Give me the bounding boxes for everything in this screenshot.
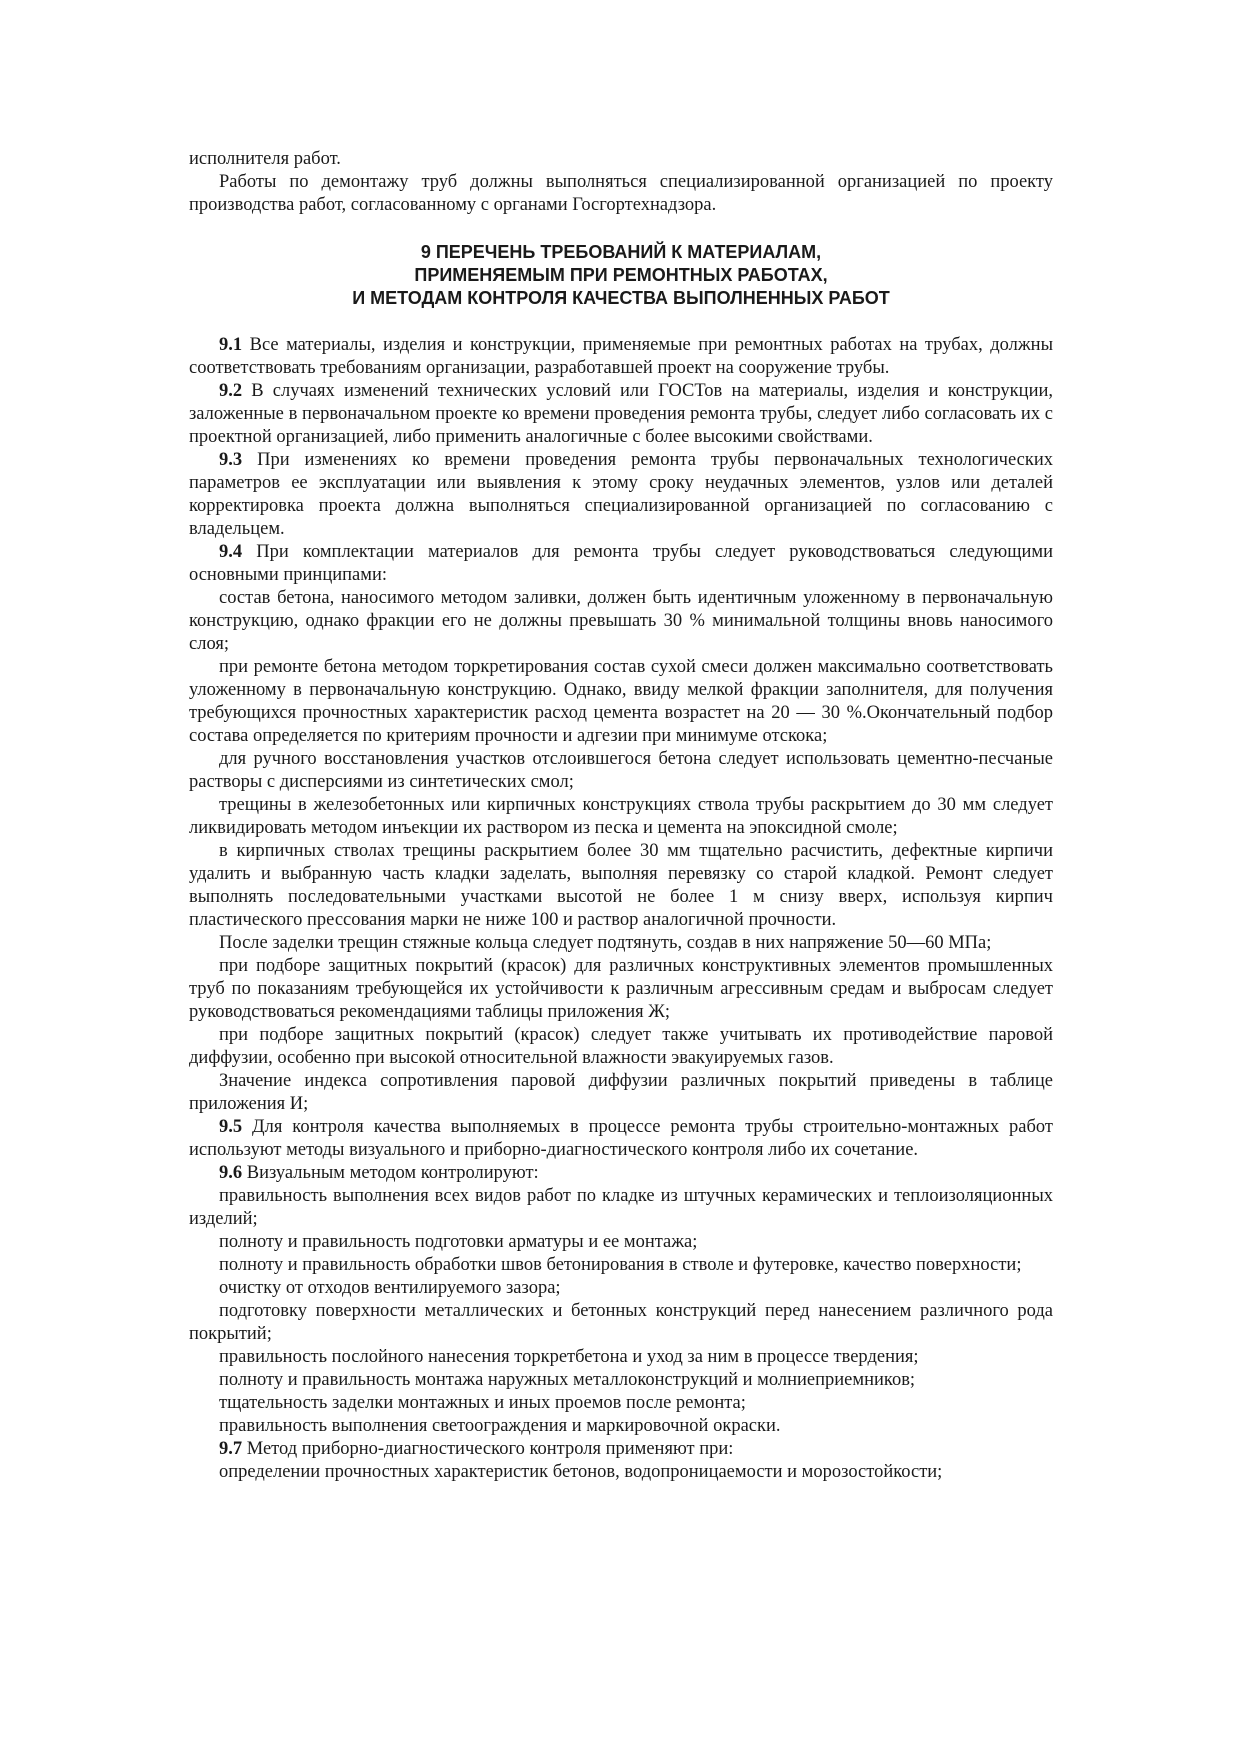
list-paragraph [189,1369,1053,1392]
list-paragraph [189,1300,1053,1346]
paragraph-number: 9.1 [219,335,243,355]
list-paragraph [189,748,1053,794]
section-heading-line: ПРИМЕНЯЕМЫМ ПРИ РЕМОНТНЫХ РАБОТАХ, [414,265,828,285]
list-paragraph [189,1277,1053,1300]
list-paragraph [189,587,1053,656]
intro-paragraph: Работы по демонтажу труб должны выполняться специализированной организацией по проекту производства работ, согласованному с органами Госгортехнадзора. [189,172,1053,215]
paragraph-text: Для контроля качества выполняемых в процессе ремонта трубы строительно-монтажных работ используют методы визуального и приборно-диагностического контроля либо их сочетание. [189,1117,1053,1160]
paragraph-text: Все материалы, изделия и конструкции, применяемые при ремонтных работах на трубах, должны соответствовать требованиям организации, разработавшей проект на сооружение трубы. [189,335,1053,378]
paragraph-text: правильность выполнения светоограждения и маркировочной окраски. [219,1416,781,1436]
paragraph-number: 9.3 [219,450,243,470]
list-paragraph [189,656,1053,748]
paragraph-number: 9.6 [219,1163,243,1183]
list-paragraph [189,1024,1053,1070]
list-paragraph [189,840,1053,932]
list-paragraph [189,1254,1053,1277]
list-paragraph [189,1461,1053,1484]
paragraph-text: полноту и правильность подготовки арматуры и ее монтажа; [219,1232,698,1252]
paragraph-text: при ремонте бетона методом торкретирования состав сухой смеси должен максимально соответствовать уложенному в первоначальную конструкцию. Однако, ввиду мелкой фракции заполнителя, для получения требующихся прочностных характеристик расход цемента возрастет на 20 — 30 %.Окончательный подбор состава определяется по критериям прочности и адгезии при минимуме отскока; [189,657,1053,746]
list-paragraph [189,1346,1053,1369]
section-heading-line: 9 ПЕРЕЧЕНЬ ТРЕБОВАНИЙ К МАТЕРИАЛАМ, [420,242,822,262]
paragraph-text: При изменениях ко времени проведения ремонта трубы первоначальных технологических параметров ее эксплуатации или выявления к этому сроку неудачных элементов, узлов или деталей корректировка проекта должна выполняться специализированной организацией по согласованию с владельцем. [189,450,1053,539]
list-paragraph [189,794,1053,840]
document-page [189,148,1053,1484]
list-paragraph [189,1392,1053,1415]
numbered-paragraph [189,380,1053,449]
paragraph-text: очистку от отходов вентилируемого зазора; [219,1278,561,1298]
paragraph-text: правильность послойного нанесения торкретбетона и уход за ним в процессе твердения; [219,1347,919,1367]
paragraph-text: правильность выполнения всех видов работ по кладке из штучных керамических и теплоизоляционных изделий; [189,1186,1053,1229]
paragraph-text: После заделки трещин стяжные кольца следует подтянуть, создав в них напряжение 50—60 МПа; [219,933,992,953]
list-paragraph [189,1415,1053,1438]
paragraph-text: при подборе защитных покрытий (красок) следует также учитывать их противодействие паровой диффузии, особенно при высокой относительной влажности эвакуируемых газов. [189,1025,1053,1068]
paragraph-text: подготовку поверхности металлических и бетонных конструкций перед нанесением различного рода покрытий; [189,1301,1053,1344]
paragraph-text: полноту и правильность монтажа наружных металлоконструкций и молниеприемников; [219,1370,916,1390]
intro-line: исполнителя работ. [189,149,341,169]
paragraph-text: Значение индекса сопротивления паровой диффузии различных покрытий приведены в таблице приложения И; [189,1071,1053,1114]
numbered-paragraph [189,1116,1053,1162]
list-paragraph [189,955,1053,1024]
paragraph-number: 9.2 [219,381,243,401]
paragraph-text: при подборе защитных покрытий (красок) для различных конструктивных элементов промышленных труб по показаниям требующейся их устойчивости к различным агрессивным средам и выбросам следует руководствоваться рекомендациями таблицы приложения Ж; [189,956,1053,1022]
numbered-paragraph [189,1162,1053,1185]
paragraph-text: в кирпичных стволах трещины раскрытием более 30 мм тщательно расчистить, дефектные кирпичи удалить и выбранную часть кладки заделать, выполняя перевязку со старой кладкой. Ремонт следует выполнять последовательными участками высотой не более 1 м снизу вверх, используя кирпич пластического прессования марки не ниже 100 и раствор аналогичной прочности. [189,841,1053,930]
paragraph-text: состав бетона, наносимого методом заливки, должен быть идентичным уложенному в первоначальную конструкцию, однако фракции его не должны превышать 30 % минимальной толщины вновь наносимого слоя; [189,588,1053,654]
list-paragraph [189,1185,1053,1231]
paragraph-text: При комплектации материалов для ремонта трубы следует руководствоваться следующими основными принципами: [189,542,1053,585]
numbered-paragraph [189,334,1053,380]
paragraph-text: трещины в железобетонных или кирпичных конструкциях ствола трубы раскрытием до 30 мм следует ликвидировать методом инъекции их раствором из песка и цемента на эпоксидной смоле; [189,795,1053,838]
paragraph-text: Визуальным методом контролируют: [242,1163,539,1183]
paragraph-number: 9.4 [219,542,243,562]
paragraph-text: полноту и правильность обработки швов бетонирования в стволе и футеровке, качество поверхности; [219,1255,1022,1275]
section-heading [189,241,1053,310]
numbered-paragraph [189,449,1053,541]
paragraph-number: 9.5 [219,1117,243,1137]
paragraph-text: определении прочностных характеристик бетонов, водопроницаемости и морозостойкости; [219,1462,943,1482]
paragraph-text: В случаях изменений технических условий или ГОСТов на материалы, изделия и конструкции, заложенные в первоначальном проекте ко времени проведения ремонта трубы, следует либо согласовать их с проектной организацией, либо применить аналогичные с более высокими свойствами. [189,381,1053,447]
list-paragraph [189,932,1053,955]
paragraph-text: тщательность заделки монтажных и иных проемов после ремонта; [219,1393,746,1413]
section-heading-line: И МЕТОДАМ КОНТРОЛЯ КАЧЕСТВА ВЫПОЛНЕННЫХ РАБОТ [352,288,890,308]
list-paragraph [189,1231,1053,1254]
section-body [189,334,1053,1484]
list-paragraph [189,1070,1053,1116]
paragraph-text: Метод приборно-диагностического контроля применяют при: [242,1439,734,1459]
paragraph-number: 9.7 [219,1439,243,1459]
numbered-paragraph [189,1438,1053,1461]
numbered-paragraph [189,541,1053,587]
paragraph-text: для ручного восстановления участков отслоившегося бетона следует использовать цементно-песчаные растворы с дисперсиями из синтетических смол; [189,749,1053,792]
